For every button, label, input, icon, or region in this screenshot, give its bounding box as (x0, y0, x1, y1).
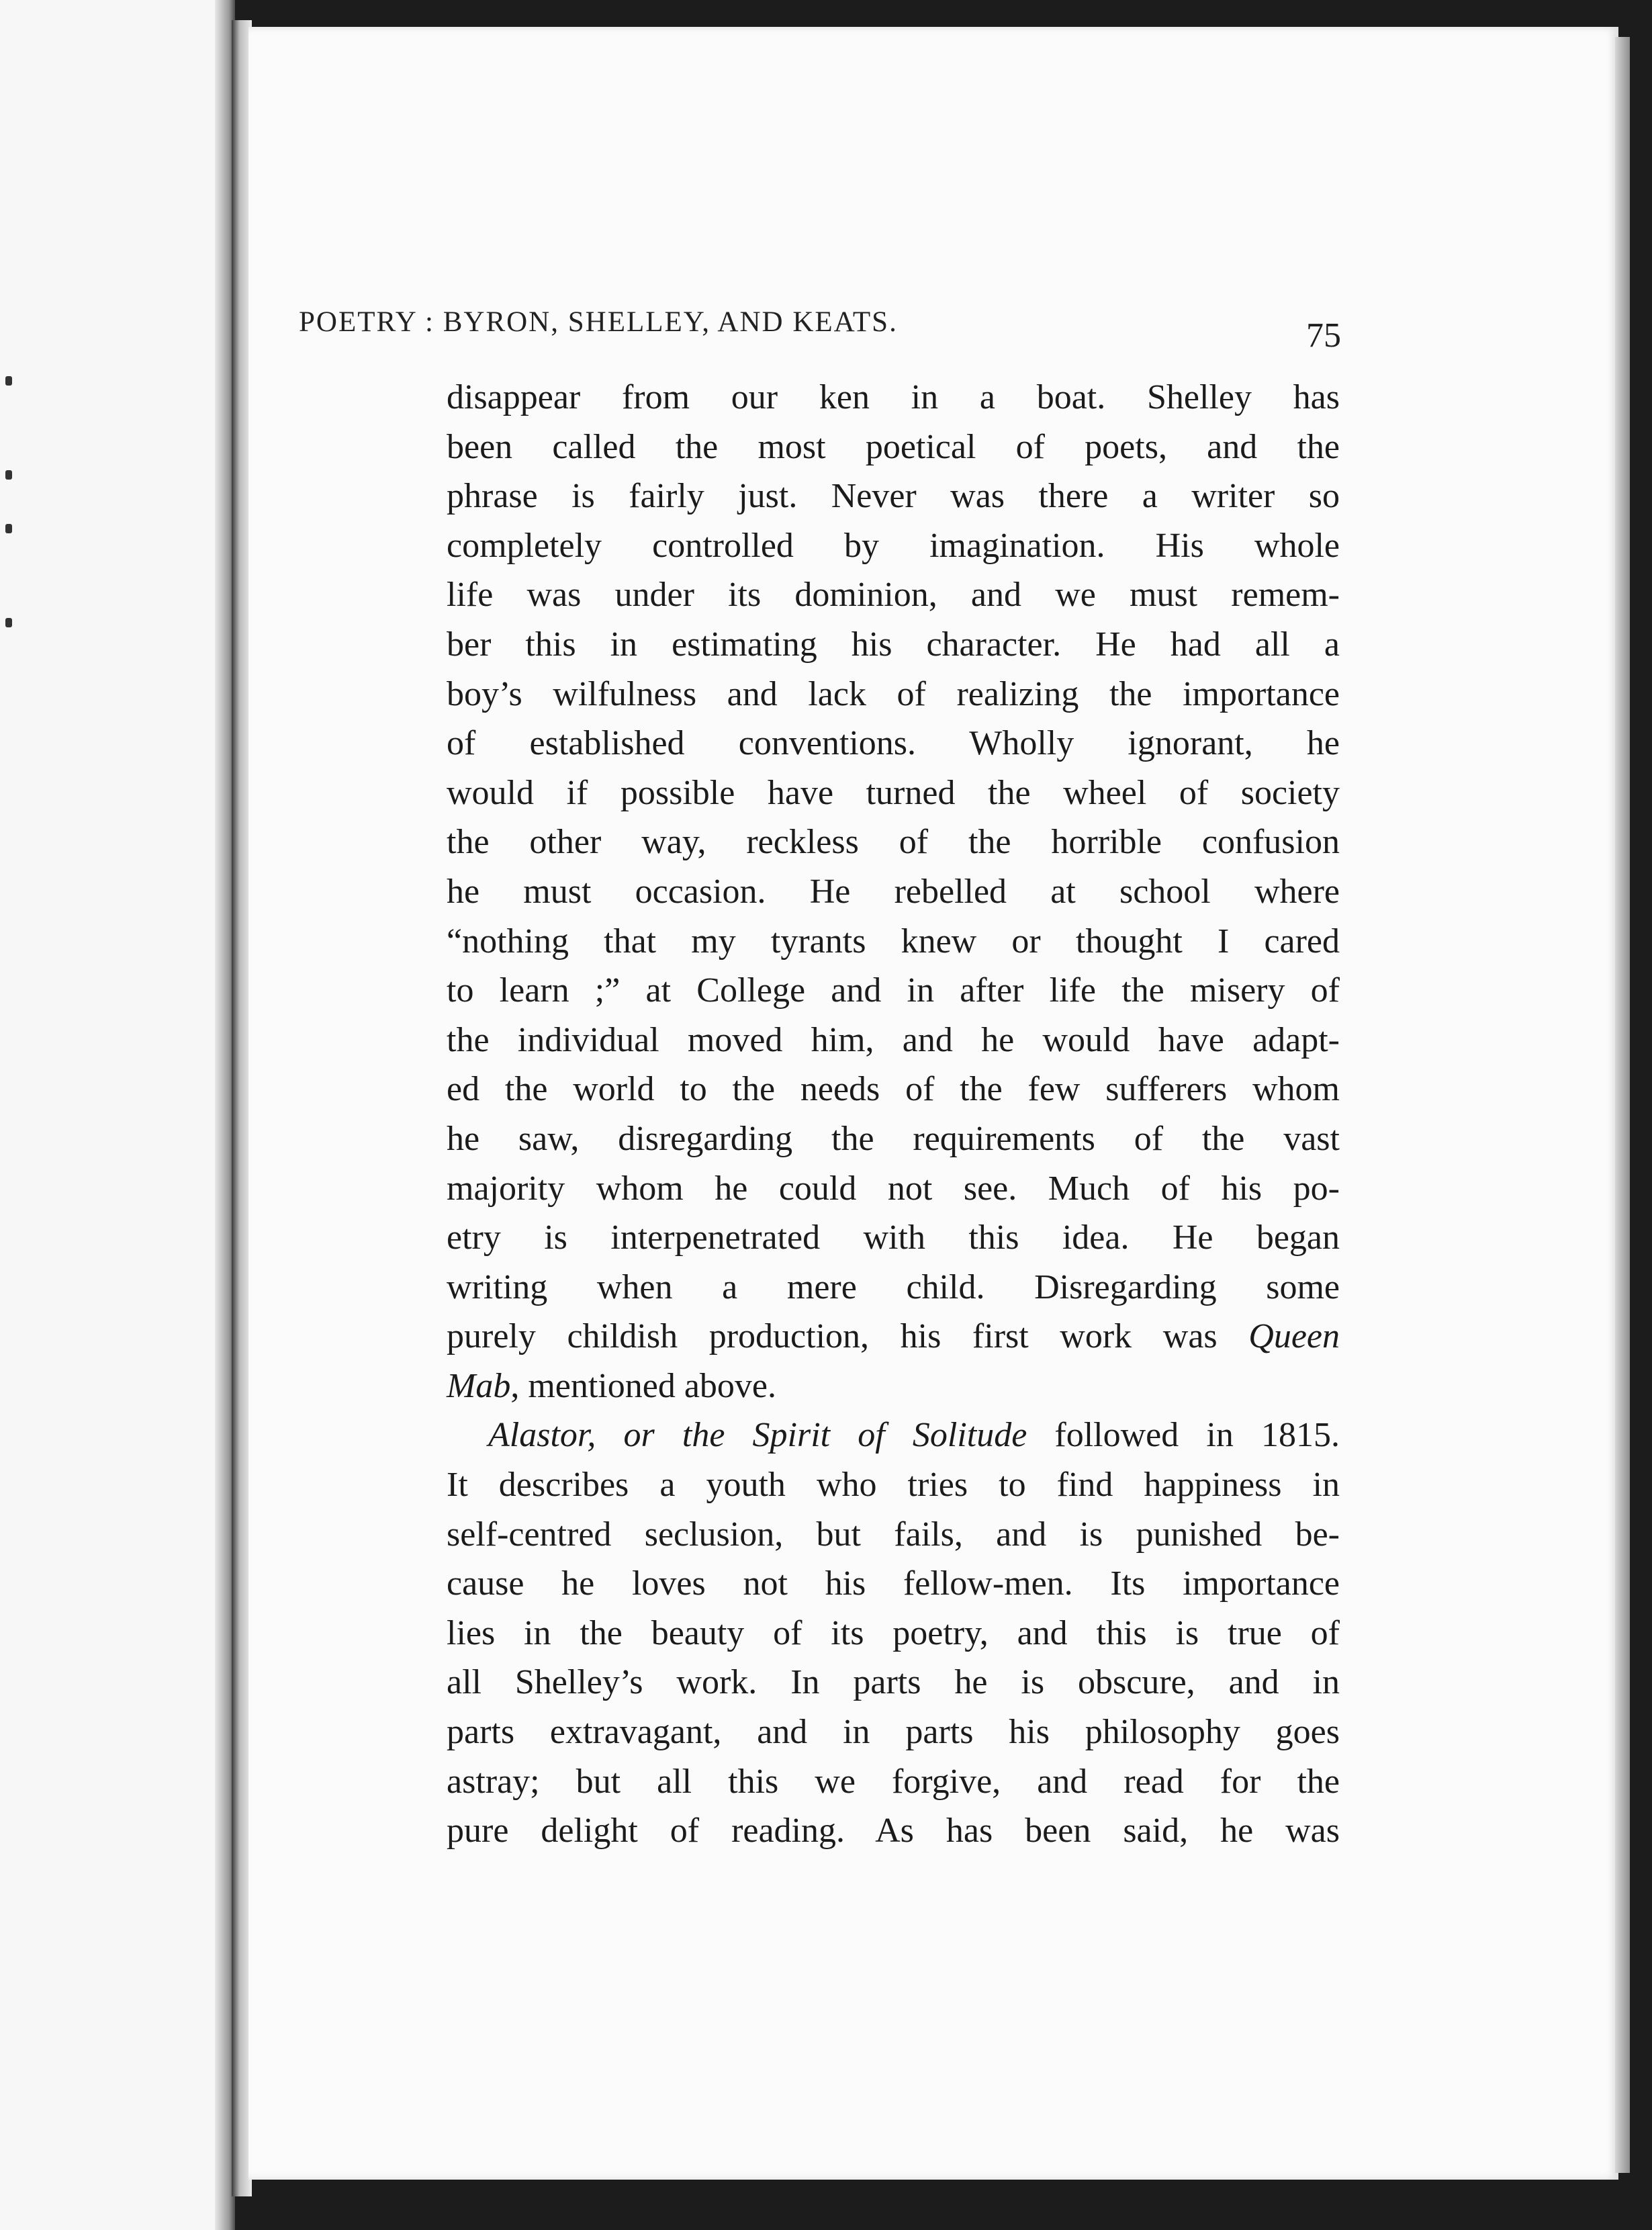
text-line-with-title (447, 1312, 1340, 1362)
text-line: the other way, reckless of the horrible confusion (447, 823, 1340, 862)
italic-title: Queen (1248, 1317, 1340, 1356)
text-line: pure delight of reading. As has been said, he was (447, 1812, 1340, 1850)
text-line: “nothing that my tyrants knew or thought I cared (447, 922, 1340, 961)
running-head: POETRY : BYRON, SHELLEY, AND KEATS. (299, 306, 898, 338)
paragraph-start-line (447, 1411, 1340, 1460)
text-line: cause he loves not his fellow-men. Its importance (447, 1564, 1340, 1603)
text-fragment: followed in 1815. (1027, 1416, 1340, 1455)
body-text (447, 373, 1340, 1856)
text-line: been called the most poetical of poets, and the (447, 427, 1340, 466)
text-line: phrase is fairly just. Never was there a writer so (447, 477, 1340, 516)
text-line: It describes a youth who tries to find happiness in (447, 1466, 1340, 1505)
text-line: lies in the beauty of its poetry, and this is true of (447, 1613, 1340, 1652)
text-line: the individual moved him, and he would have adapt- (447, 1020, 1340, 1059)
text-line: would if possible have turned the wheel of society (447, 773, 1340, 812)
text-line: boy’s wilfulness and lack of realizing the importance (447, 674, 1340, 713)
text-line: all Shelley’s work. In parts he is obscure, and in (447, 1663, 1340, 1702)
text-line: self-centred seclusion, but fails, and is punished be- (447, 1515, 1340, 1554)
text-line: ber this in estimating his character. He had all a (447, 625, 1340, 664)
facing-page-edge-marks (0, 0, 27, 2230)
text-line: astray; but all this we forgive, and read for the (447, 1762, 1340, 1801)
text-line-with-title (447, 1362, 1340, 1411)
italic-title: the Spirit of Solitude (682, 1416, 1027, 1455)
text-line: majority whom he could not see. Much of his po- (447, 1169, 1340, 1208)
text-line: disappear from our ken in a boat. Shelley has (447, 378, 1340, 416)
text-line: etry is interpenetrated with this idea. He began (447, 1218, 1340, 1257)
text-line: parts extravagant, and in parts his philosophy goes (447, 1713, 1340, 1752)
facing-page (0, 0, 228, 2230)
text-line: he must occasion. He rebelled at school where (447, 872, 1340, 911)
italic-title: Alastor (488, 1416, 588, 1455)
page-edge (1615, 37, 1630, 2173)
text-line: to learn ;” at College and in after life the misery of (447, 971, 1340, 1010)
italic-fragment: , or (587, 1416, 682, 1455)
text-line: life was under its dominion, and we must remem- (447, 576, 1340, 615)
text-line: writing when a mere child. Disregarding some (447, 1267, 1340, 1306)
text-fragment: purely childish production, his first work was (447, 1317, 1218, 1356)
text-fragment: , mentioned above. (510, 1366, 776, 1405)
text-line: of established conventions. Wholly ignorant, he (447, 724, 1340, 763)
page-number: 75 (1306, 316, 1341, 355)
italic-title: Mab (447, 1366, 511, 1405)
text-line: he saw, disregarding the requirements of the vast (447, 1119, 1340, 1158)
text-line: ed the world to the needs of the few sufferers whom (447, 1070, 1340, 1109)
text-line: completely controlled by imagination. His whole (447, 526, 1340, 565)
